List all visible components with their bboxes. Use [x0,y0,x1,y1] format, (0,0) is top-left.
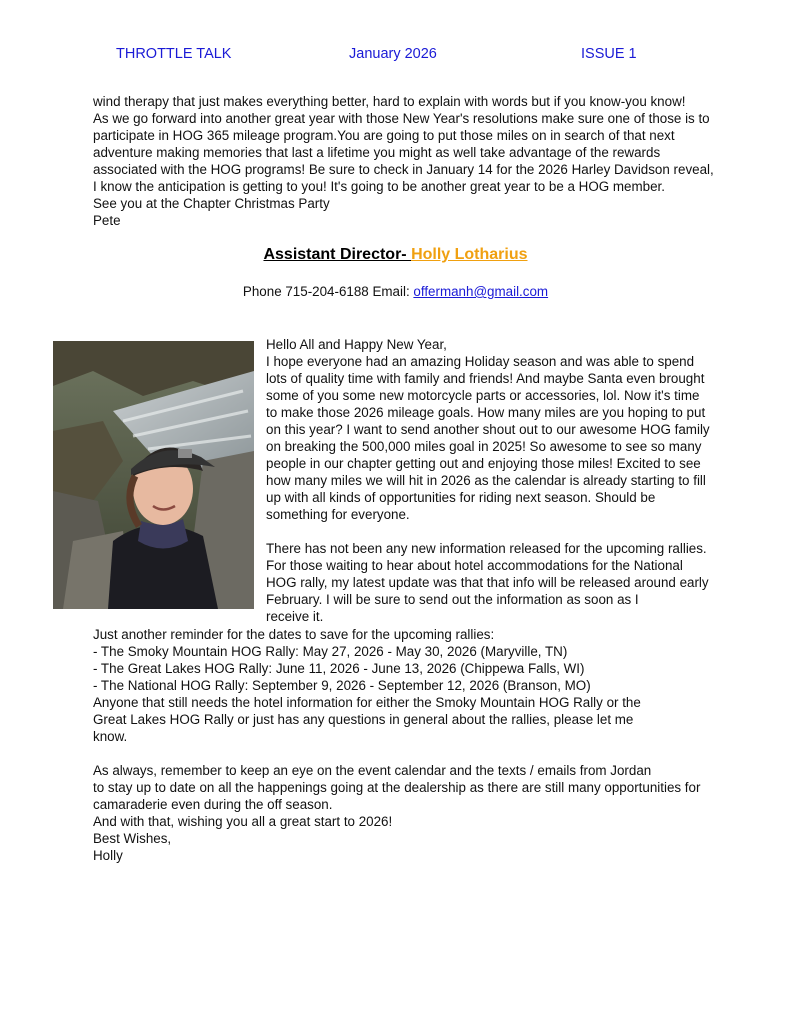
issue-date: January 2026 [349,46,437,62]
text-line: As always, remember to keep an eye on the event calendar and the texts / emails from Jordan [93,763,652,778]
list-item: - The Smoky Mountain HOG Rally: May 27, 2026 - May 30, 2026 (Maryville, TN) [93,644,568,659]
text-line: up with all kinds of opportunities for riding next season. Should be [266,490,656,505]
author-photo [53,341,254,609]
section-title-name: Holly Lotharius [411,246,528,263]
text-line: know. [93,729,128,744]
text-line: And with that, wishing you all a great start to 2026! [93,814,393,829]
text-line: to stay up to date on all the happenings going at the dealership as there are still many opportunities for [93,780,701,795]
text-line: adventure making memories that last a lifetime you might as well take advantage of the rewards [93,145,661,160]
contact-phone: Phone 715-204-6188 Email: [242,284,414,299]
text-line: I hope everyone had an amazing Holiday season and was able to spend [266,354,695,369]
section-title-role: Assistant Director- [263,246,412,263]
sign-off: Best Wishes, [93,831,172,846]
text-line: Hello All and Happy New Year, [266,337,447,352]
text-line: on breaking the 500,000 miles goal in 2025! So awesome to see so many [266,439,702,454]
text-line: Pete [93,213,121,228]
text-line: on this year? I want to send another shout out to our awesome HOG family [266,422,710,437]
text-line: people in our chapter getting out and enjoying those miles! Excited to see [266,456,701,471]
newsletter-name: THROTTLE TALK [116,46,232,62]
email-link[interactable]: offermanh@gmail.com [413,284,549,299]
text-line: Just another reminder for the dates to save for the upcoming rallies: [93,627,495,642]
text-line: Great Lakes HOG Rally or just has any questions in general about the rallies, please let me [93,712,634,727]
text-line: I know the anticipation is getting to you! It's going to be another great year to be a HOG member. [93,179,665,194]
text-line: to make those 2026 mileage goals. How many miles are you hoping to put [266,405,706,420]
list-item: - The National HOG Rally: September 9, 2026 - September 12, 2026 (Branson, MO) [93,678,591,693]
text-line: There has not been any new information released for the upcoming rallies. [266,541,707,556]
text-line: February. I will be sure to send out the information as soon as I [266,592,639,607]
text-line: lots of quality time with family and friends! And maybe Santa even brought [266,371,705,386]
text-line: wind therapy that just makes everything better, hard to explain with words but if you know-you know! [93,94,686,109]
author-photo-image [53,341,254,609]
text-line: associated with the HOG programs! Be sure to check in January 14 for the 2026 Harley Davidson reveal, [93,162,714,177]
text-line: something for everyone. [266,507,410,522]
contact-info [0,284,791,299]
text-line: For those waiting to hear about hotel accommodations for the National [266,558,683,573]
text-line: camaraderie even during the off season. [93,797,333,812]
section-title [0,246,791,264]
issue-number: ISSUE 1 [581,46,637,62]
signature-name: Holly [93,848,123,863]
text-line: As we go forward into another great year with those New Year's resolutions make sure one of those is to [93,111,710,126]
text-line: how many miles we will hit in 2026 as the calendar is already starting to fill [266,473,706,488]
text-line: See you at the Chapter Christmas Party [93,196,330,211]
text-line: participate in HOG 365 mileage program.You are going to put those miles on in search of that next [93,128,675,143]
text-line: some of you some new motorcycle parts or accessories, lol. Now it's time [266,388,700,403]
text-line: receive it. [266,609,324,624]
text-line: Anyone that still needs the hotel information for either the Smoky Mountain HOG Rally or the [93,695,641,710]
list-item: - The Great Lakes HOG Rally: June 11, 2026 - June 13, 2026 (Chippewa Falls, WI) [93,661,585,676]
text-line: HOG rally, my latest update was that that info will be released around early [266,575,709,590]
